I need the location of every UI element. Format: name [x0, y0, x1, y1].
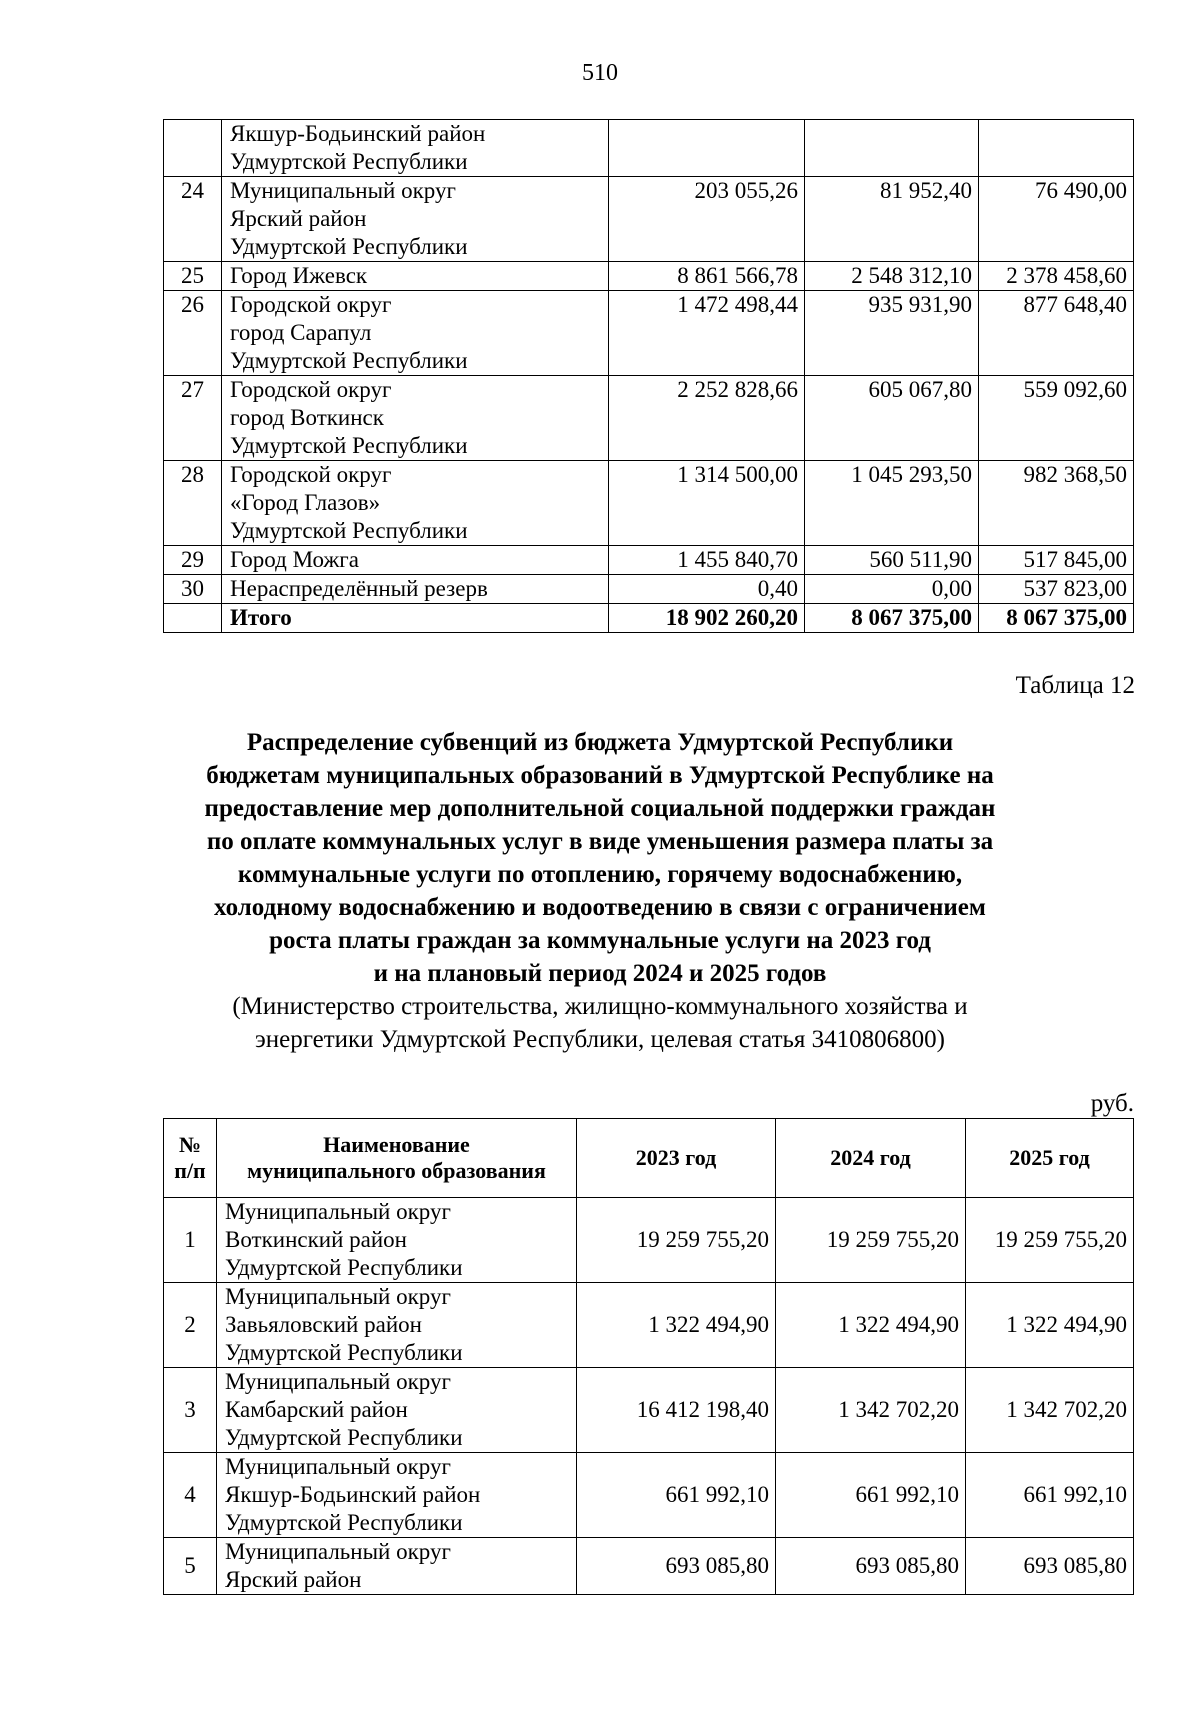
table-row	[164, 262, 1134, 291]
table-row	[164, 575, 1134, 604]
table-row	[164, 546, 1134, 575]
name-line: Ярский район	[225, 1567, 362, 1592]
name-line: Завьяловский район	[225, 1312, 422, 1337]
table-row	[164, 120, 1134, 177]
table-label: Таблица 12	[1015, 672, 1135, 699]
value-2025: 661 992,10	[966, 1453, 1134, 1538]
table-row	[164, 291, 1134, 376]
value-2025: 693 085,80	[966, 1538, 1134, 1595]
municipality-name	[217, 1538, 577, 1595]
value-2024	[805, 120, 979, 177]
municipality-name	[222, 376, 609, 461]
header-2024: 2024 год	[776, 1119, 966, 1198]
name-line: город Воткинск	[230, 405, 384, 430]
name-line: Муниципальный округ	[230, 178, 456, 203]
value-2024: 1 342 702,20	[776, 1368, 966, 1453]
table-row	[164, 461, 1134, 546]
value-2023: 1 322 494,90	[577, 1283, 776, 1368]
row-number: 1	[164, 1198, 217, 1283]
value-2023: 1 472 498,44	[609, 291, 805, 376]
municipality-name	[222, 120, 609, 177]
value-2024: 19 259 755,20	[776, 1198, 966, 1283]
name-line: Удмуртской Республики	[225, 1255, 463, 1280]
name-line: Удмуртской Республики	[230, 149, 468, 174]
name-line: Удмуртской Республики	[230, 348, 468, 373]
name-line: Камбарский район	[225, 1397, 408, 1422]
municipality-name	[222, 262, 609, 291]
value-2025: 1 322 494,90	[966, 1283, 1134, 1368]
table-row	[164, 1538, 1134, 1595]
heading-line: бюджетам муниципальных образований в Удмуртской Республике на	[206, 762, 994, 789]
municipality-name	[222, 575, 609, 604]
table-row	[164, 1198, 1134, 1283]
total-label: Итого	[222, 604, 609, 633]
name-line: город Сарапул	[230, 320, 372, 345]
total-2023: 18 902 260,20	[609, 604, 805, 633]
header-2025: 2025 год	[966, 1119, 1134, 1198]
row-number: 3	[164, 1368, 217, 1453]
name-line: Муниципальный округ	[225, 1199, 451, 1224]
municipality-name	[222, 546, 609, 575]
value-2025: 517 845,00	[979, 546, 1134, 575]
municipality-name	[222, 177, 609, 262]
value-2025: 877 648,40	[979, 291, 1134, 376]
value-2025: 2 378 458,60	[979, 262, 1134, 291]
value-2023	[609, 120, 805, 177]
row-number: 25	[164, 262, 222, 291]
total-row	[164, 604, 1134, 633]
name-line: Удмуртской Республики	[225, 1340, 463, 1365]
row-number: 29	[164, 546, 222, 575]
value-2023: 661 992,10	[577, 1453, 776, 1538]
value-2024: 0,00	[805, 575, 979, 604]
value-2024: 560 511,90	[805, 546, 979, 575]
municipality-name	[222, 461, 609, 546]
row-number: 27	[164, 376, 222, 461]
value-2023: 203 055,26	[609, 177, 805, 262]
name-line: Воткинский район	[225, 1227, 407, 1252]
name-line: Удмуртской Республики	[225, 1425, 463, 1450]
name-line: Ярский район	[230, 206, 367, 231]
page-number: 510	[582, 60, 618, 86]
name-line: Муниципальный округ	[225, 1284, 451, 1309]
name-line: Город Ижевск	[230, 263, 368, 288]
heading-line: Распределение субвенций из бюджета Удмуртской Республики	[246, 729, 954, 756]
name-line: Муниципальный округ	[225, 1369, 451, 1394]
name-line: Удмуртской Республики	[225, 1510, 463, 1535]
name-line: Нераспределённый резерв	[230, 576, 488, 601]
table-subheading	[150, 990, 1050, 1056]
name-line: Якшур-Бодьинский район	[230, 121, 486, 146]
name-line: Якшур-Бодьинский район	[225, 1482, 481, 1507]
heading-line: роста платы граждан за коммунальные услуги на 2023 год	[269, 927, 931, 954]
row-number	[164, 120, 222, 177]
value-2024: 605 067,80	[805, 376, 979, 461]
name-line: Муниципальный округ	[225, 1454, 451, 1479]
value-2024: 935 931,90	[805, 291, 979, 376]
value-2023: 0,40	[609, 575, 805, 604]
row-number: 2	[164, 1283, 217, 1368]
table-row	[164, 376, 1134, 461]
value-2023: 19 259 755,20	[577, 1198, 776, 1283]
name-line: Город Можга	[230, 547, 359, 572]
name-line: Удмуртской Республики	[230, 433, 468, 458]
heading-line: и на плановый период 2024 и 2025 годов	[373, 960, 827, 987]
subheading-line: энергетики Удмуртской Республики, целевая статья 3410806800)	[254, 1026, 945, 1053]
value-2024: 693 085,80	[776, 1538, 966, 1595]
table-row	[164, 1368, 1134, 1453]
row-number: 26	[164, 291, 222, 376]
name-line: Городской округ	[230, 377, 392, 402]
name-line: Удмуртской Республики	[230, 234, 468, 259]
header-2023: 2023 год	[577, 1119, 776, 1198]
name-line: Муниципальный округ	[225, 1539, 451, 1564]
value-2023: 8 861 566,78	[609, 262, 805, 291]
row-number: 4	[164, 1453, 217, 1538]
total-2024: 8 067 375,00	[805, 604, 979, 633]
heading-line: коммунальные услуги по отоплению, горячему водоснабжению,	[237, 861, 963, 888]
value-2025: 19 259 755,20	[966, 1198, 1134, 1283]
value-2025	[979, 120, 1134, 177]
value-2025: 982 368,50	[979, 461, 1134, 546]
row-number	[164, 604, 222, 633]
value-2023: 1 314 500,00	[609, 461, 805, 546]
municipality-name	[222, 291, 609, 376]
table-row	[164, 1283, 1134, 1368]
row-number: 5	[164, 1538, 217, 1595]
value-2023: 2 252 828,66	[609, 376, 805, 461]
unit-label: руб.	[1090, 1090, 1134, 1117]
heading-line: предоставление мер дополнительной социальной поддержки граждан	[204, 795, 996, 822]
header-num: № п/п	[164, 1119, 217, 1198]
subheading-line: (Министерство строительства, жилищно-коммунального хозяйства и	[232, 993, 968, 1020]
value-2024: 1 322 494,90	[776, 1283, 966, 1368]
value-2025: 76 490,00	[979, 177, 1134, 262]
value-2024: 1 045 293,50	[805, 461, 979, 546]
row-number: 28	[164, 461, 222, 546]
value-2024: 2 548 312,10	[805, 262, 979, 291]
row-number: 30	[164, 575, 222, 604]
heading-line: по оплате коммунальных услуг в виде уменьшения размера платы за	[206, 828, 994, 855]
distribution-table-continued	[163, 119, 1134, 633]
value-2025: 537 823,00	[979, 575, 1134, 604]
value-2024: 661 992,10	[776, 1453, 966, 1538]
row-number: 24	[164, 177, 222, 262]
value-2025: 559 092,60	[979, 376, 1134, 461]
name-line: Удмуртской Республики	[230, 518, 468, 543]
value-2024: 81 952,40	[805, 177, 979, 262]
table-heading	[150, 726, 1050, 990]
name-line: Городской округ	[230, 462, 392, 487]
table-row	[164, 1453, 1134, 1538]
municipality-name	[217, 1453, 577, 1538]
subvention-table	[163, 1118, 1134, 1595]
value-2025: 1 342 702,20	[966, 1368, 1134, 1453]
municipality-name	[217, 1368, 577, 1453]
total-2025: 8 067 375,00	[979, 604, 1134, 633]
heading-line: холодному водоснабжению и водоотведению в связи с ограничением	[214, 894, 986, 921]
table-row	[164, 177, 1134, 262]
municipality-name	[217, 1283, 577, 1368]
municipality-name	[217, 1198, 577, 1283]
header-name: Наименование муниципального образования	[217, 1119, 577, 1198]
name-line: Городской округ	[230, 292, 392, 317]
name-line: «Город Глазов»	[230, 490, 381, 515]
table-header-row	[164, 1119, 1134, 1198]
value-2023: 16 412 198,40	[577, 1368, 776, 1453]
value-2023: 693 085,80	[577, 1538, 776, 1595]
value-2023: 1 455 840,70	[609, 546, 805, 575]
